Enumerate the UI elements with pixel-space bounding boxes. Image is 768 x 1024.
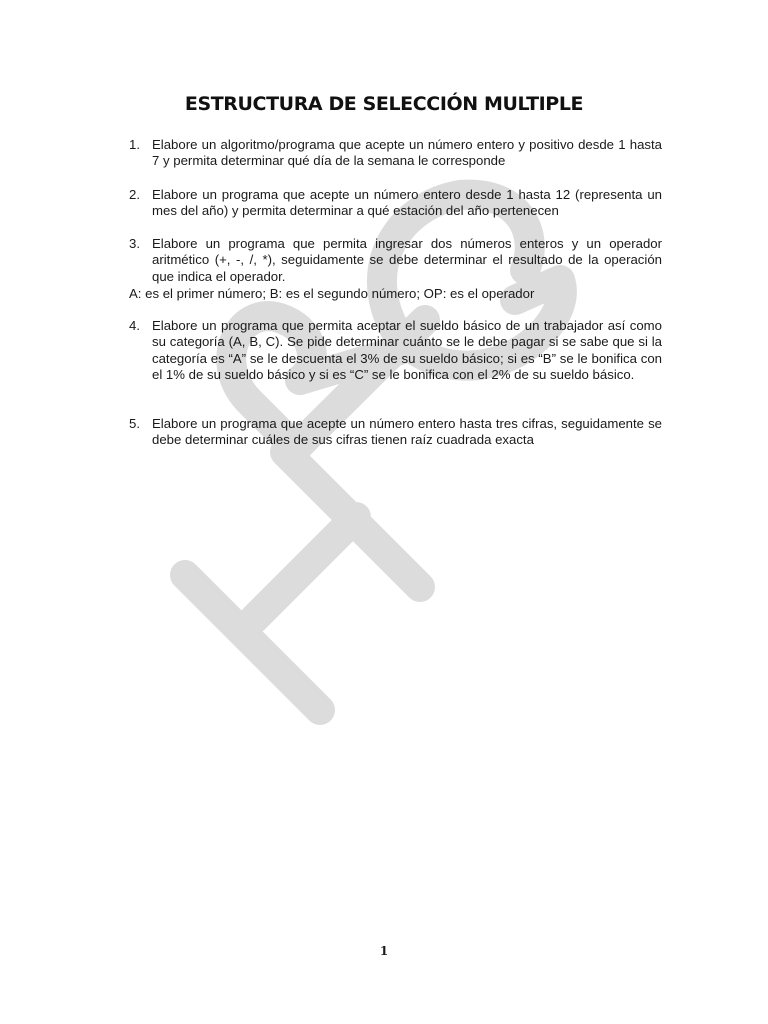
exercise-item-5 — [129, 416, 662, 449]
exercise-number: 3. — [129, 236, 140, 251]
operator-note: A: es el primer número; B: es el segundo número; OP: es el operador — [129, 286, 535, 301]
exercise-number: 1. — [129, 137, 140, 152]
exercise-text: Elabore un algoritmo/programa que acepte un número entero y positivo desde 1 hasta 7 y permita determinar qué día de la semana le corresponde — [152, 137, 662, 169]
exercise-text: Elabore un programa que acepte un número entero desde 1 hasta 12 (representa un mes del año) y permita determinar a qué estación del año pertenecen — [152, 187, 662, 219]
exercise-text: Elabore un programa que permita aceptar el sueldo básico de un trabajador así como su categoría (A, B, C). Se pide determinar cuánto se le debe pagar si se sabe que si la categoría es “A” se le descuenta el 3% de su sueldo básico; si es “B” se le bonifica con el 1% de su sueldo básico y si es “C” se le bonifica con el 2% de su sueldo básico. — [152, 318, 662, 383]
page-number: 1 — [379, 944, 389, 958]
exercise-text: Elabore un programa que permita ingresar dos números enteros y un operador aritmético (+, -, /, *), seguidamente se debe determinar el resultado de la operación que indica el operador. — [152, 236, 662, 284]
document-title: ESTRUCTURA DE SELECCIÓN MULTIPLE — [184, 93, 584, 115]
exercise-item-3 — [129, 236, 662, 285]
exercise-item-4 — [129, 318, 662, 384]
exercise-number: 4. — [129, 318, 140, 333]
watermark-letter-h — [185, 452, 420, 710]
exercise-number: 2. — [129, 187, 140, 202]
exercise-item-2 — [129, 187, 662, 220]
exercise-text: Elabore un programa que acepte un número entero hasta tres cifras, seguidamente se debe determinar cuáles de sus cifras tienen raíz cuadrada exacta — [152, 416, 662, 448]
exercise-number: 5. — [129, 416, 140, 431]
exercise-item-1 — [129, 137, 662, 170]
